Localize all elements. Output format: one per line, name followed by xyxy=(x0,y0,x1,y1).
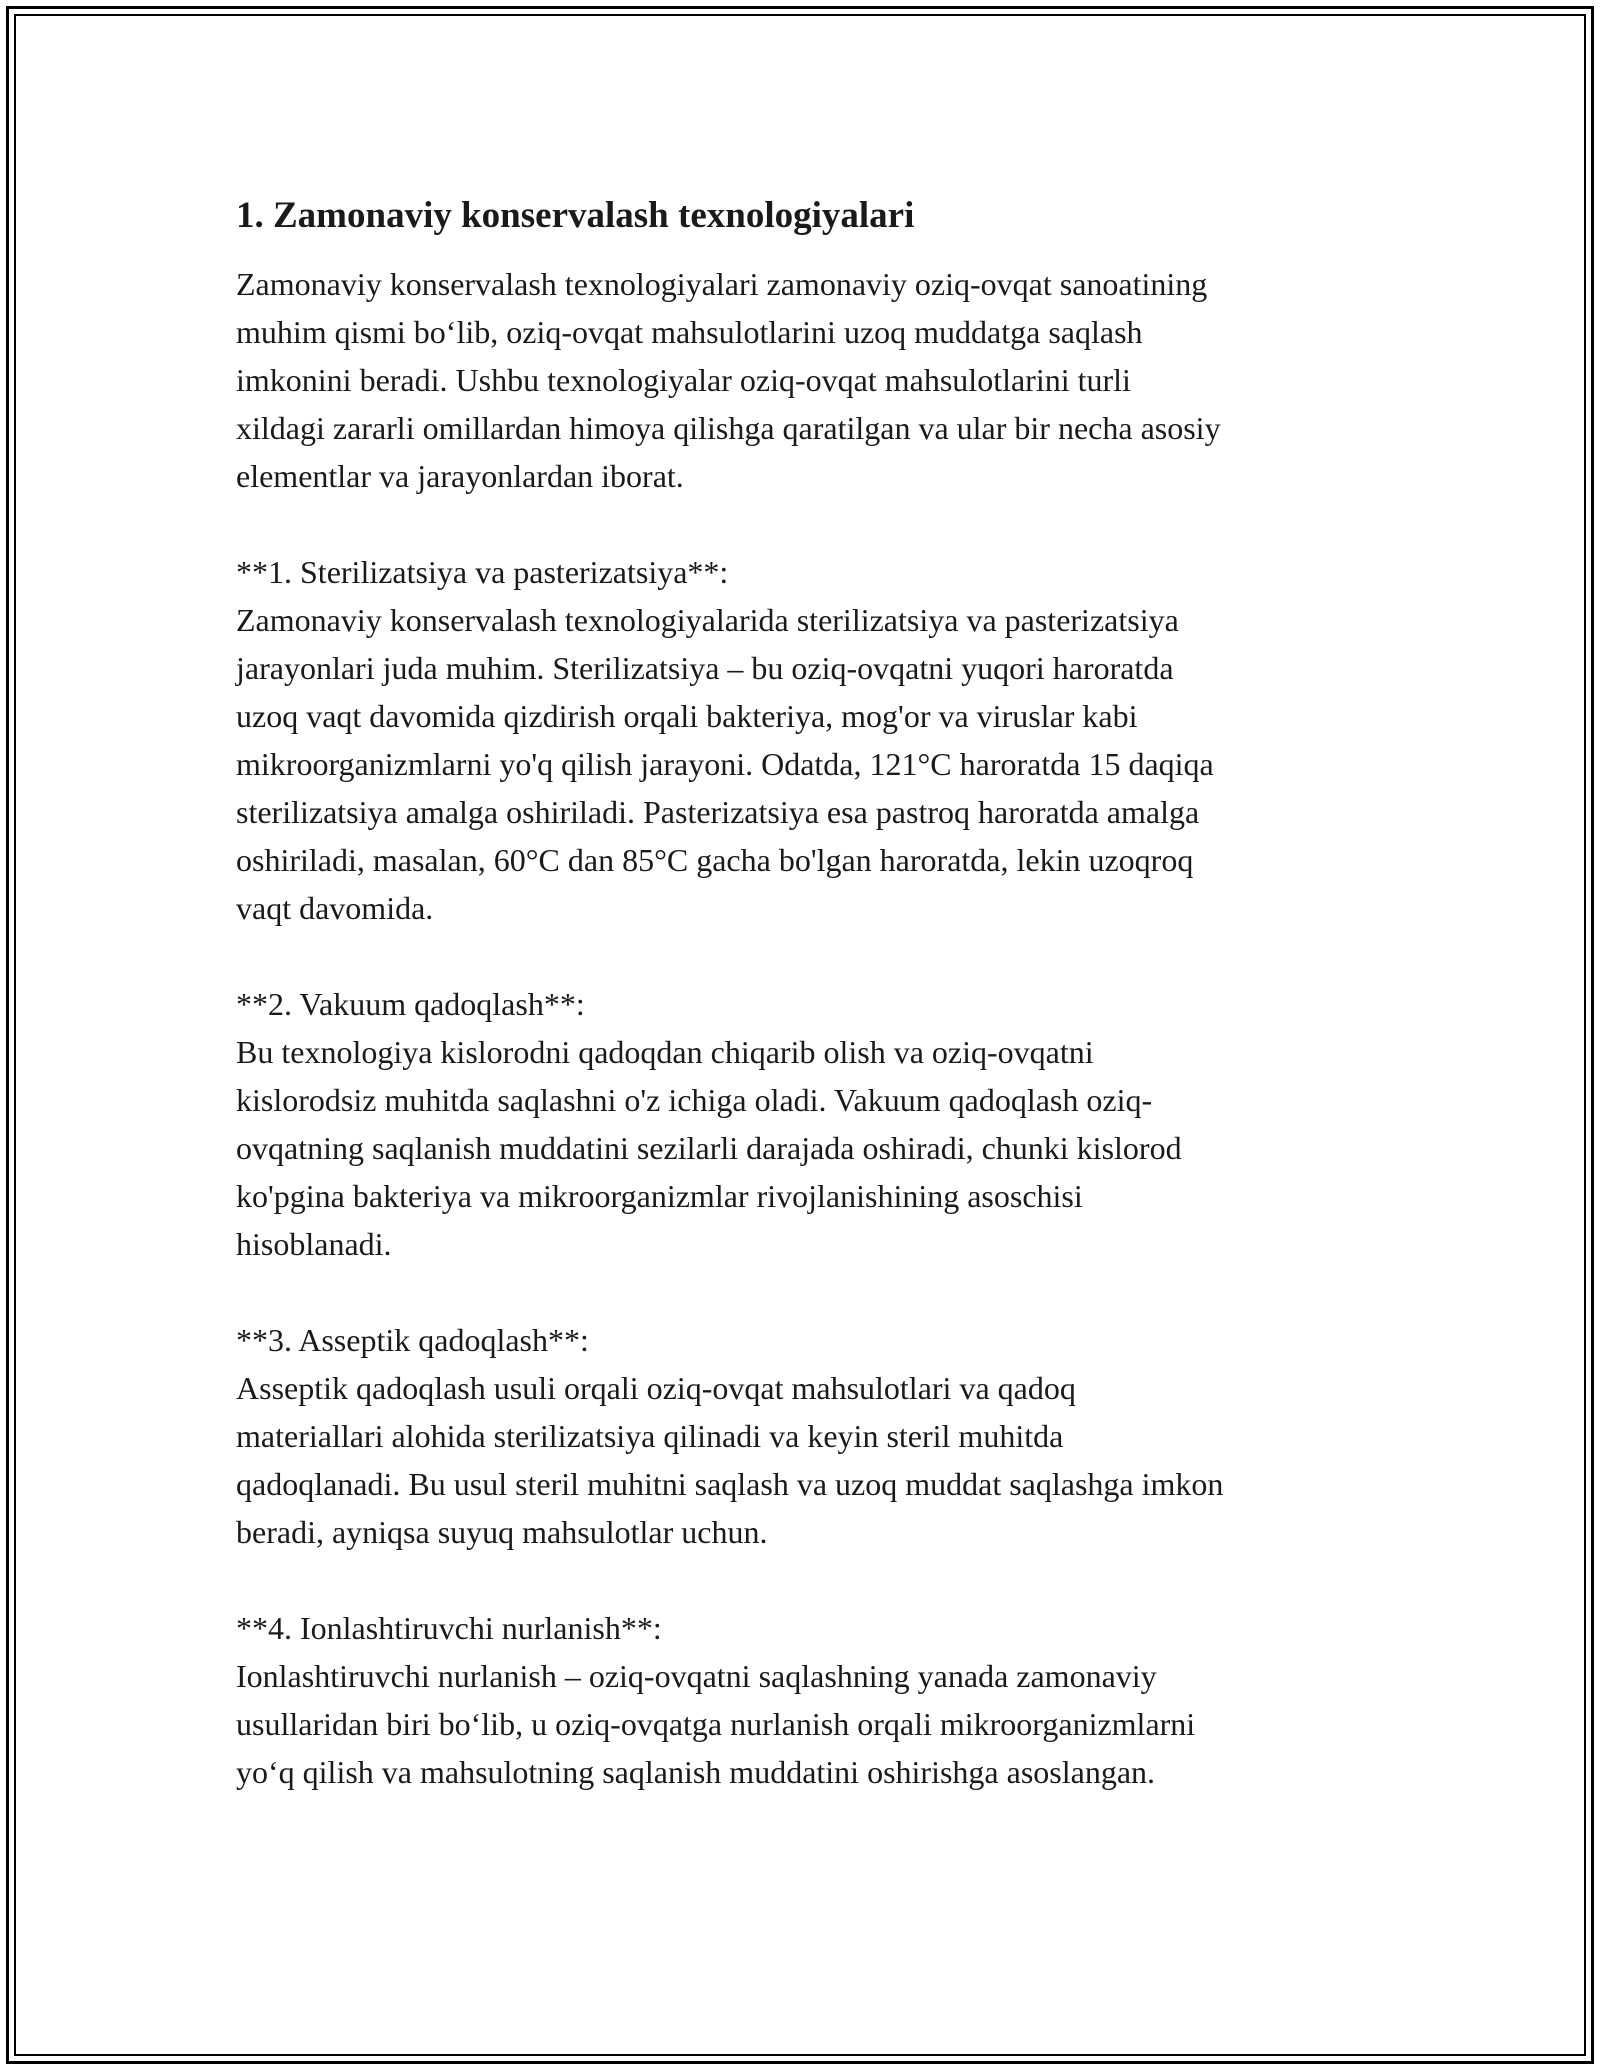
section-body-aseptic: Asseptik qadoqlash usuli orqali oziq-ovqat mahsulotlari va qadoq materiallari alohida sterilizatsiya qilinadi va keyin steril muhitda qadoqlanadi. Bu usul steril muhitni saqlash va uzoq muddat saqlashga imkon beradi, ayniqsa suyuq mahsulotlar uchun. xyxy=(236,1370,1224,1550)
section-heading-vacuum: **2. Vakuum qadoqlash**: xyxy=(236,986,585,1022)
section-heading-aseptic: **3. Asseptik qadoqlash**: xyxy=(236,1322,589,1358)
paragraph-gap xyxy=(236,1556,1376,1604)
section-body-irradiation: Ionlashtiruvchi nurlanish – oziq-ovqatni saqlashning yanada zamonaviy usullaridan biri bo‘lib, u oziq-ovqatga nurlanish orqali mikroorganizmlarni yo‘q qilish va mahsulotning saqlanish muddatini oshirishga asoslangan. xyxy=(236,1658,1196,1790)
section-body-vacuum: Bu texnologiya kislorodni qadoqdan chiqarib olish va oziq-ovqatni kislorodsiz muhitda saqlashni o'z ichiga oladi. Vakuum qadoqlash oziq- ovqatning saqlanish muddatini sezilarli darajada oshiradi, chunki kislorod ko'pgina bakteriya va mikroorganizmlar rivojlanishining asoschisi hisoblanadi. xyxy=(236,1034,1182,1262)
section-body-sterilization: Zamonaviy konservalash texnologiyalarida sterilizatsiya va pasterizatsiya jarayonlari juda muhim. Sterilizatsiya – bu oziq-ovqatni yuqori haroratda uzoq vaqt davomida qizdirish orqali bakteriya, mog'or va viruslar kabi mikroorganizmlarni yo'q qilish jarayoni. Odatda, 121°C haroratda 15 daqiqa sterilizatsiya amalga oshiriladi. Pasterizatsiya esa pastroq haroratda amalga oshiriladi, masalan, 60°C dan 85°C gacha bo'lgan haroratda, lekin uzoqroq vaqt davomida. xyxy=(236,602,1214,926)
paragraph-gap xyxy=(236,1268,1376,1316)
paragraph-gap xyxy=(236,932,1376,980)
section-heading-irradiation: **4. Ionlashtiruvchi nurlanish**: xyxy=(236,1610,662,1646)
intro-paragraph: Zamonaviy konservalash texnologiyalari zamonaviy oziq-ovqat sanoatining muhim qismi bo‘lib, oziq-ovqat mahsulotlarini uzoq muddatga saqlash imkonini beradi. Ushbu texnologiyalar oziq-ovqat mahsulotlarini turli xildagi zararli omillardan himoya qilishga qaratilgan va ular bir necha asosiy elementlar va jarayonlardan iborat. xyxy=(236,266,1221,494)
section-heading-sterilization: **1. Sterilizatsiya va pasterizatsiya**: xyxy=(236,554,729,590)
document-title: 1. Zamonaviy konservalash texnologiyalari xyxy=(236,195,915,236)
document-body xyxy=(236,192,1376,1796)
paragraph-gap xyxy=(236,500,1376,548)
